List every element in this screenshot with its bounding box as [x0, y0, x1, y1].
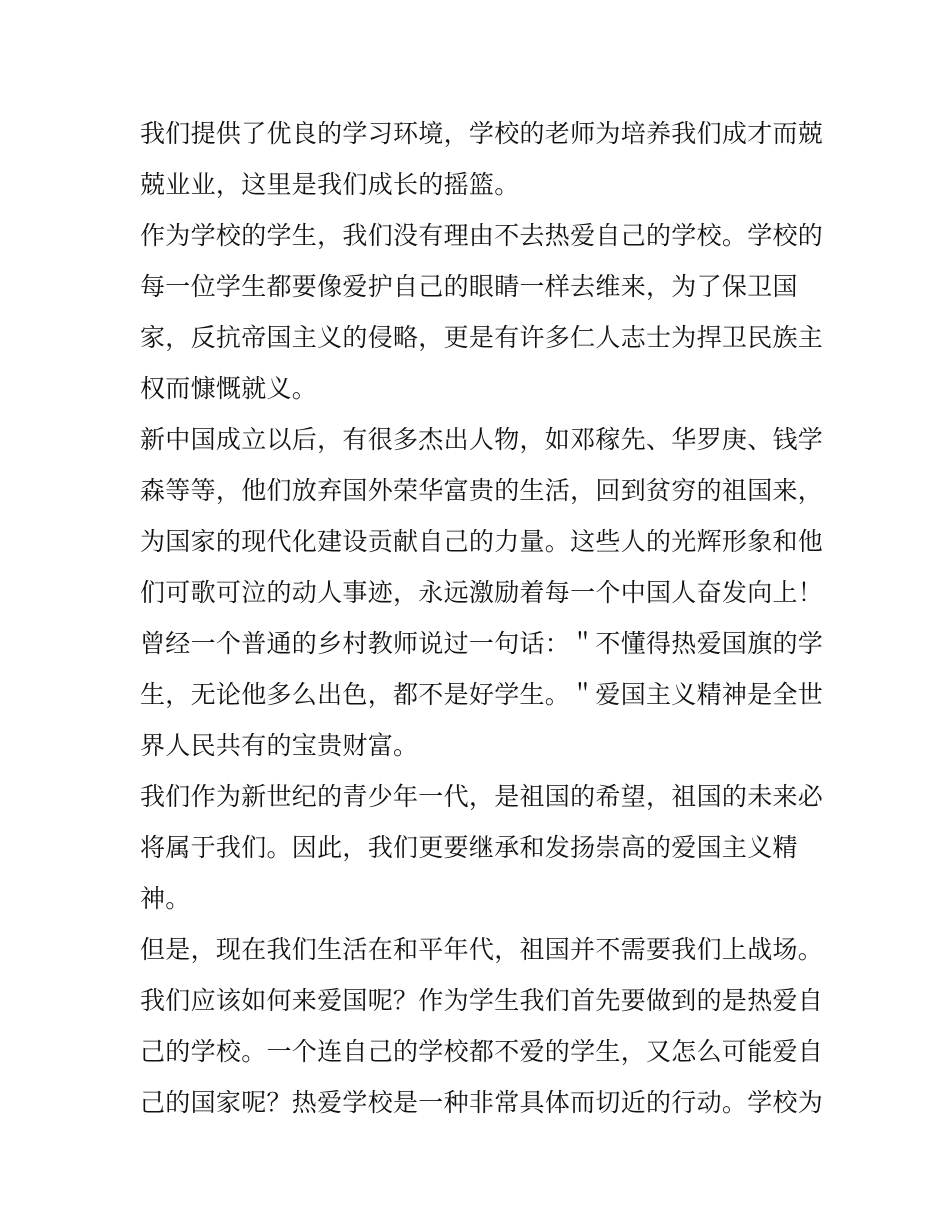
text-line: 但是，现在我们生活在和平年代，祖国并不需要我们上战场。 [140, 935, 824, 964]
text-line: 曾经一个普通的乡村教师说过一句话：＂不懂得热爱国旗的学 [140, 629, 824, 658]
text-line: 权而慷慨就义。 [140, 374, 318, 403]
text-line: 为国家的现代化建设贡献自己的力量。这些人的光辉形象和他 [140, 527, 824, 556]
text-line: 神。 [140, 884, 191, 913]
text-line: 生，无论他多么出色，都不是好学生。＂爱国主义精神是全世 [140, 680, 824, 709]
text-line: 每一位学生都要像爱护自己的眼睛一样去维来，为了保卫国 [140, 272, 798, 301]
text-line: 们可歌可泣的动人事迹，永远激励着每一个中国人奋发向上！ [140, 578, 824, 607]
text-line: 己的学校。一个连自己的学校都不爱的学生，又怎么可能爱自 [140, 1037, 824, 1066]
text-line: 家，反抗帝国主义的侵略，更是有许多仁人志士为捍卫民族主 [140, 323, 824, 352]
text-line: 我们作为新世纪的青少年一代，是祖国的希望，祖国的未来必 [140, 782, 824, 811]
text-line: 将属于我们。因此，我们更要继承和发扬崇高的爱国主义精 [140, 833, 798, 862]
text-line: 我们提供了优良的学习环境，学校的老师为培养我们成才而兢 [140, 119, 824, 148]
text-line: 我们应该如何来爱国呢？作为学生我们首先要做到的是热爱自 [140, 986, 824, 1015]
text-line: 兢业业，这里是我们成长的摇篮。 [140, 170, 520, 199]
body-text [140, 108, 824, 1128]
text-line: 己的国家呢？热爱学校是一种非常具体而切近的行动。学校为 [140, 1088, 824, 1117]
text-line: 作为学校的学生，我们没有理由不去热爱自己的学校。学校的 [140, 221, 824, 250]
text-line: 森等等，他们放弃国外荣华富贵的生活，回到贫穷的祖国来， [140, 476, 824, 505]
text-line: 界人民共有的宝贵财富。 [140, 731, 419, 760]
text-line: 新中国成立以后，有很多杰出人物，如邓稼先、华罗庚、钱学 [140, 425, 824, 454]
